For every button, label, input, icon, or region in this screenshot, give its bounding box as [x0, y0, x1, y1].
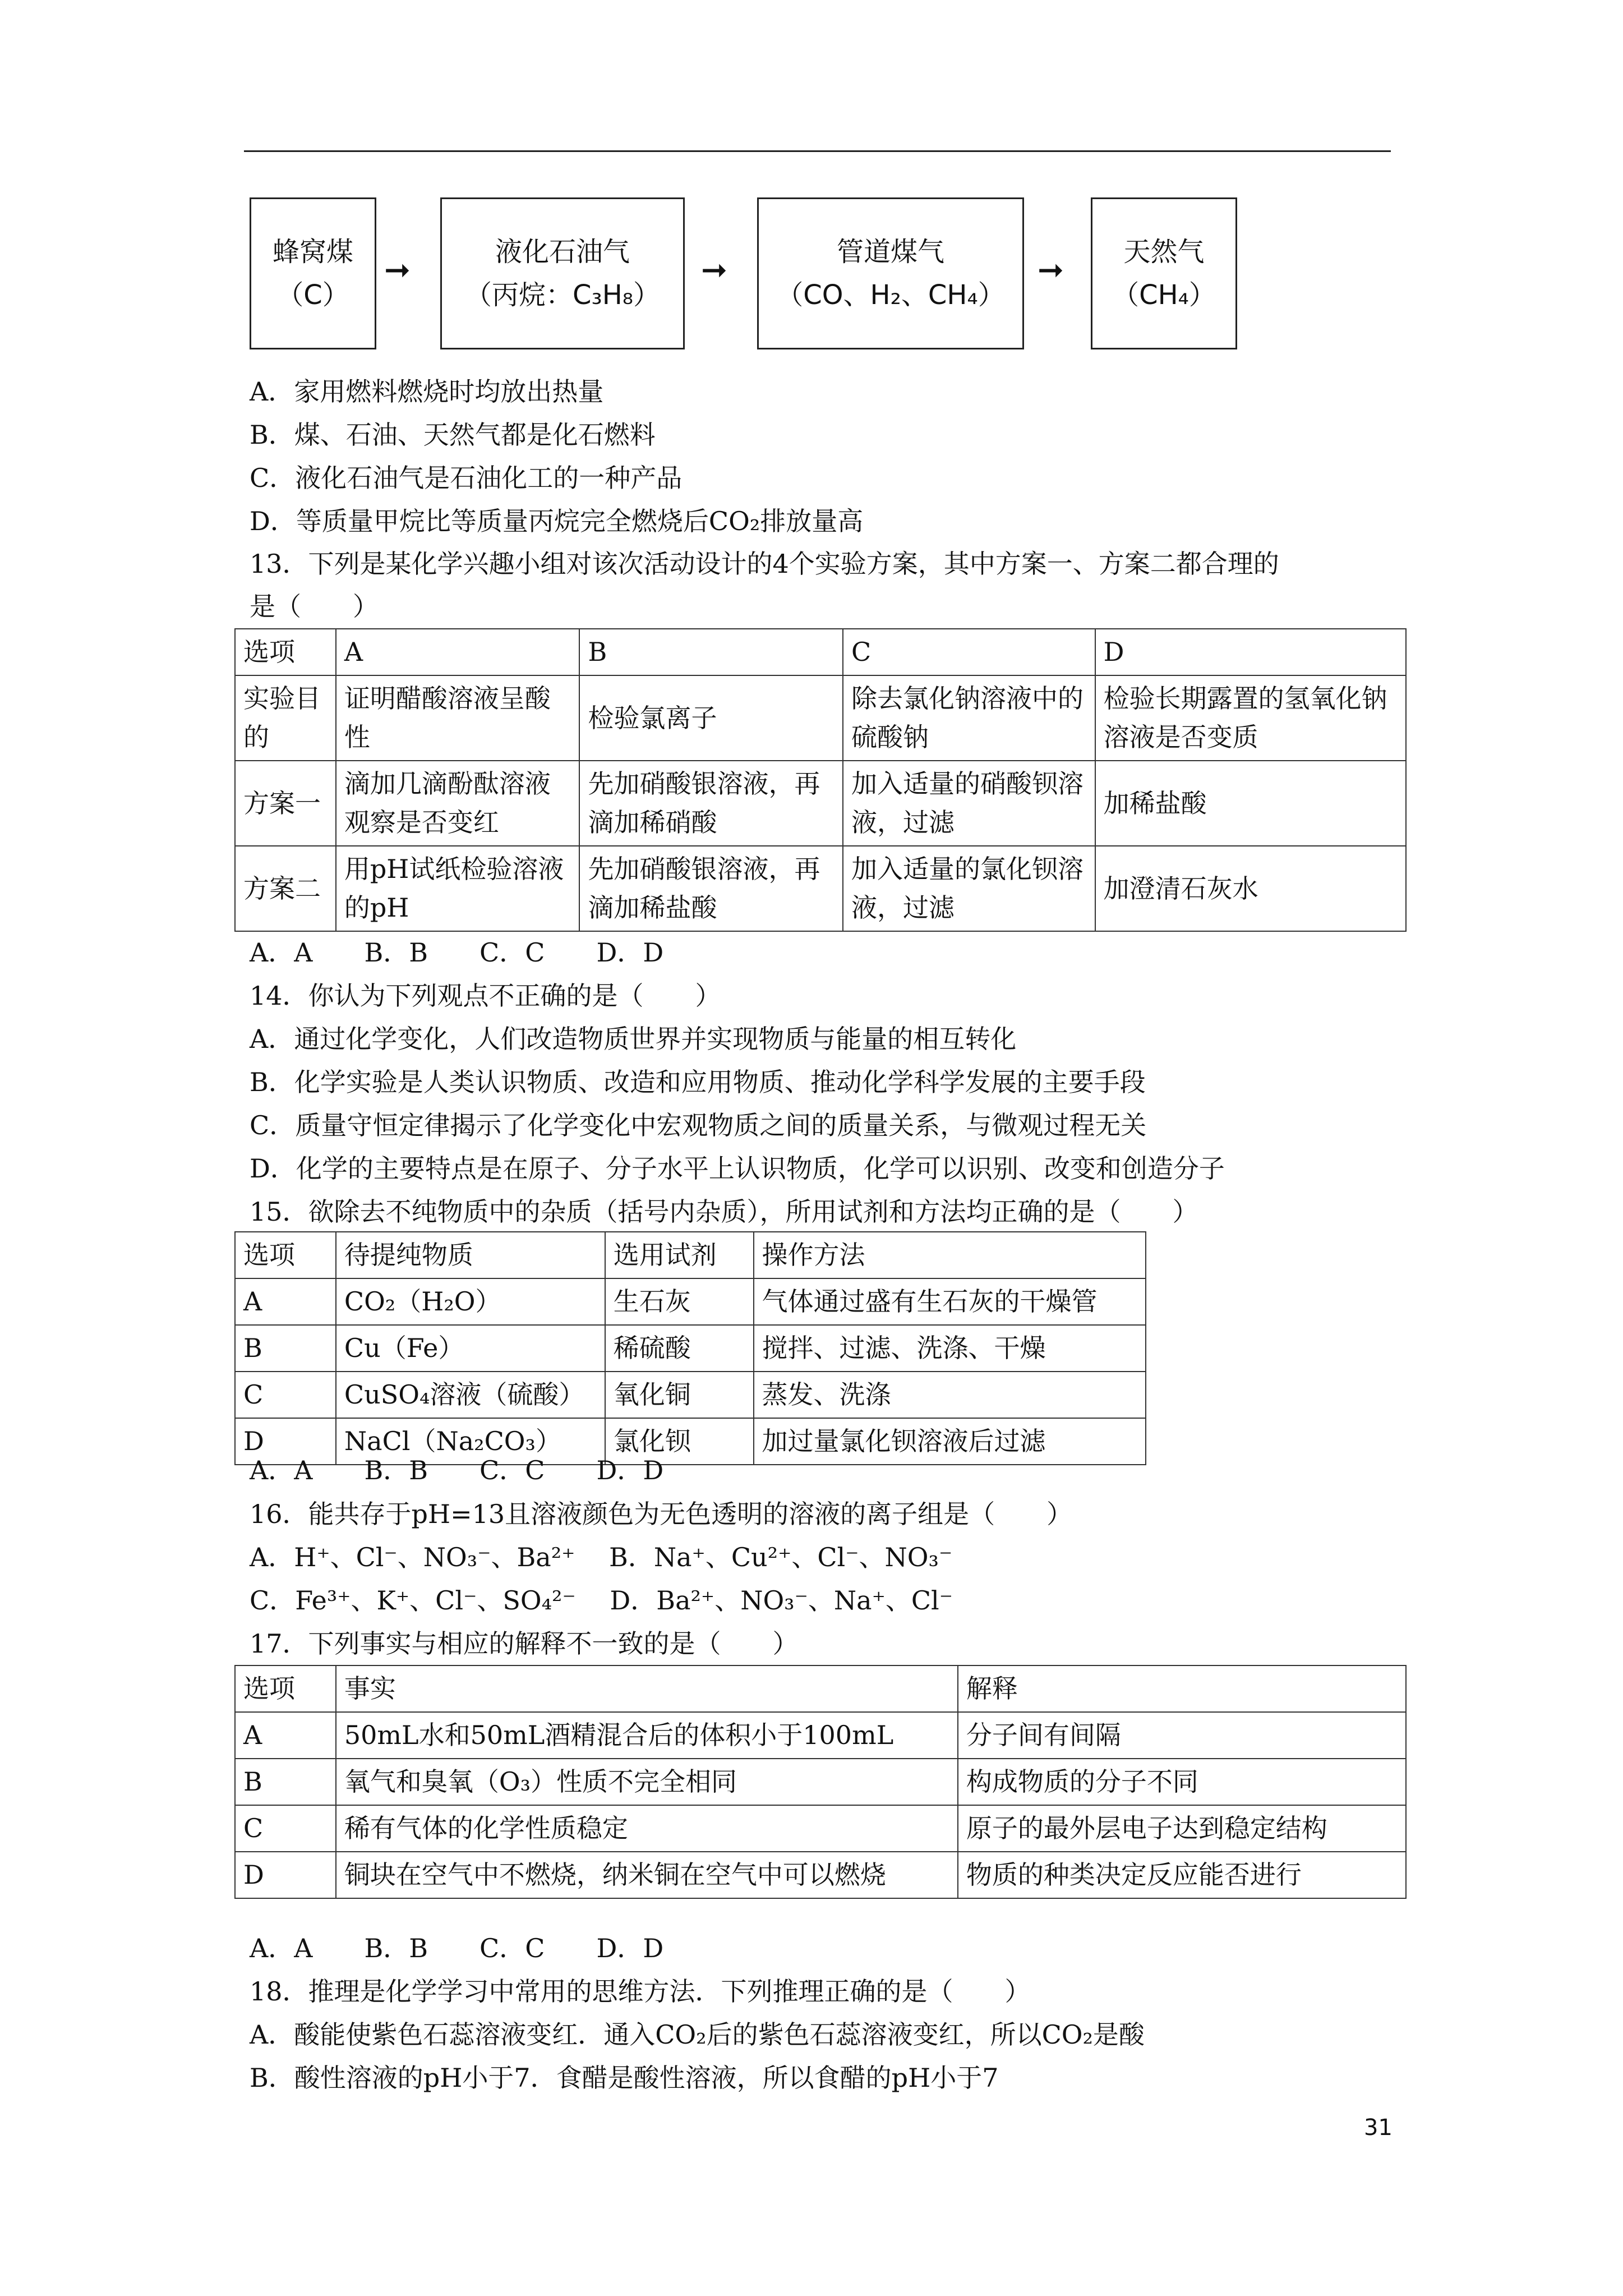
- table-cell: 选项: [235, 629, 336, 675]
- flow-box-lpg: [440, 197, 685, 349]
- table-cell: 原子的最外层电子达到稳定结构: [958, 1805, 1406, 1852]
- table-row: [235, 1852, 1406, 1898]
- table-cell: 分子间有间隔: [958, 1712, 1406, 1759]
- flow-box-formula: （丙烷：C₃H₈）: [464, 279, 661, 311]
- table-cell: 滴加几滴酚酞溶液观察是否变红: [336, 761, 580, 846]
- q13-stem: 13．下列是某化学兴趣小组对该次活动设计的4个实验方案，其中方案一、方案二都合理的: [250, 549, 1279, 579]
- q15-stem: 15．欲除去不纯物质中的杂质（括号内杂质），所用试剂和方法均正确的是（ ）: [250, 1197, 1198, 1227]
- table-cell: 氧气和臭氧（O₃）性质不完全相同: [336, 1759, 958, 1805]
- table-cell: 检验长期露置的氢氧化钠溶液是否变质: [1095, 675, 1406, 761]
- table-row: [235, 675, 1406, 761]
- table-cell: 氯化钡: [605, 1418, 754, 1465]
- table-cell: 事实: [336, 1665, 958, 1712]
- header-rule: [244, 150, 1391, 152]
- q18-option-a: A．酸能使紫色石蕊溶液变红．通入CO₂后的紫色石蕊溶液变红，所以CO₂是酸: [250, 2019, 1145, 2050]
- flow-box-coal: [250, 197, 376, 349]
- table-cell: 选项: [235, 1232, 336, 1278]
- table-cell: B: [235, 1325, 336, 1372]
- table-cell: B: [579, 629, 843, 675]
- table-cell: 稀有气体的化学性质稳定: [336, 1805, 958, 1852]
- flow-box-name: 液化石油气: [495, 236, 630, 268]
- table-cell: CO₂（H₂O）: [336, 1278, 605, 1325]
- table-cell: A: [235, 1278, 336, 1325]
- table-cell: 操作方法: [754, 1232, 1146, 1278]
- table-cell: 加稀盐酸: [1095, 761, 1406, 846]
- table-cell: C: [235, 1372, 336, 1418]
- q15-table: [234, 1231, 1146, 1465]
- q13-table: [234, 628, 1407, 932]
- table-cell: 加过量氯化钡溶液后过滤: [754, 1418, 1146, 1465]
- table-cell: 待提纯物质: [336, 1232, 605, 1278]
- q16-options-cd: C．Fe³⁺、K⁺、Cl⁻、SO₄²⁻ D．Ba²⁺、NO₃⁻、Na⁺、Cl⁻: [250, 1585, 953, 1616]
- flow-arrow-icon: ➞: [384, 252, 411, 288]
- q13-stem-cont: 是（ ）: [250, 591, 379, 622]
- flow-arrow-icon: ➞: [1038, 252, 1064, 288]
- table-cell: D: [235, 1418, 336, 1465]
- table-cell: A: [336, 629, 580, 675]
- q14-option-d: D．化学的主要特点是在原子、分子水平上认识物质，化学可以识别、改变和创造分子: [250, 1153, 1225, 1184]
- flow-box-formula: （CH₄）: [1112, 279, 1216, 311]
- q17-table: [234, 1665, 1407, 1899]
- table-cell: CuSO₄溶液（硫酸）: [336, 1372, 605, 1418]
- table-cell: 先加硝酸银溶液，再滴加稀盐酸: [579, 846, 843, 931]
- q12-option-a: A．家用燃料燃烧时均放出热量: [250, 376, 604, 407]
- flow-box-name: 管道煤气: [836, 236, 944, 268]
- q18-stem: 18．推理是化学学习中常用的思维方法．下列推理正确的是（ ）: [250, 1976, 1031, 2007]
- table-row: [235, 1372, 1146, 1418]
- table-cell: B: [235, 1759, 336, 1805]
- table-cell: D: [1095, 629, 1406, 675]
- q12-option-d: D．等质量甲烷比等质量丙烷完全燃烧后CO₂排放量高: [250, 506, 864, 536]
- table-cell: 加入适量的硝酸钡溶液，过滤: [843, 761, 1095, 846]
- table-cell: A: [235, 1712, 336, 1759]
- page-number: 31: [1364, 2115, 1393, 2141]
- table-cell: 生石灰: [605, 1278, 754, 1325]
- table-cell: 物质的种类决定反应能否进行: [958, 1852, 1406, 1898]
- table-cell: 构成物质的分子不同: [958, 1759, 1406, 1805]
- table-cell: D: [235, 1852, 336, 1898]
- table-row: [235, 1665, 1406, 1712]
- table-cell: 气体通过盛有生石灰的干燥管: [754, 1278, 1146, 1325]
- q14-option-a: A．通过化学变化，人们改造物质世界并实现物质与能量的相互转化: [250, 1024, 1017, 1054]
- table-cell: Cu（Fe）: [336, 1325, 605, 1372]
- q17-answers: A．A B．B C．C D．D: [250, 1933, 664, 1963]
- flow-box-formula: （C）: [276, 279, 349, 311]
- table-cell: 搅拌、过滤、洗涤、干燥: [754, 1325, 1146, 1372]
- table-row: [235, 1325, 1146, 1372]
- table-cell: 加澄清石灰水: [1095, 846, 1406, 931]
- table-cell: 方案一: [235, 761, 336, 846]
- fuel-flow-diagram: [250, 197, 1237, 352]
- table-cell: 除去氯化钠溶液中的硫酸钠: [843, 675, 1095, 761]
- table-cell: C: [235, 1805, 336, 1852]
- flow-box-natural-gas: [1091, 197, 1237, 349]
- table-cell: 稀硫酸: [605, 1325, 754, 1372]
- table-cell: 方案二: [235, 846, 336, 931]
- q13-answers: A．A B．B C．C D．D: [250, 937, 664, 968]
- q14-stem: 14．你认为下列观点不正确的是（ ）: [250, 981, 721, 1011]
- table-cell: 用pH试纸检验溶液的pH: [336, 846, 580, 931]
- table-row: [235, 1278, 1146, 1325]
- table-cell: 蒸发、洗涤: [754, 1372, 1146, 1418]
- flow-box-name: 蜂窝煤: [272, 236, 353, 268]
- flow-arrow-icon: ➞: [701, 252, 727, 288]
- q14-option-b: B．化学实验是人类认识物质、改造和应用物质、推动化学科学发展的主要手段: [250, 1067, 1146, 1097]
- table-cell: 实验目的: [235, 675, 336, 761]
- table-cell: C: [843, 629, 1095, 675]
- q12-option-b: B．煤、石油、天然气都是化石燃料: [250, 420, 656, 450]
- table-row: [235, 629, 1406, 675]
- table-cell: 检验氯离子: [579, 675, 843, 761]
- table-row: [235, 761, 1406, 846]
- table-cell: 氧化铜: [605, 1372, 754, 1418]
- flow-box-formula: （CO、H₂、CH₄）: [776, 279, 1005, 311]
- flow-box-coal-gas: [757, 197, 1024, 349]
- q16-options-ab: A．H⁺、Cl⁻、NO₃⁻、Ba²⁺ B．Na⁺、Cu²⁺、Cl⁻、NO₃⁻: [250, 1542, 953, 1572]
- table-cell: 选用试剂: [605, 1232, 754, 1278]
- table-row: [235, 1759, 1406, 1805]
- table-row: [235, 846, 1406, 931]
- table-cell: 加入适量的氯化钡溶液，过滤: [843, 846, 1095, 931]
- table-cell: NaCl（Na₂CO₃）: [336, 1418, 605, 1465]
- flow-box-name: 天然气: [1123, 236, 1205, 268]
- q12-option-c: C．液化石油气是石油化工的一种产品: [250, 463, 683, 493]
- q16-stem: 16．能共存于pH=13且溶液颜色为无色透明的溶液的离子组是（ ）: [250, 1499, 1073, 1529]
- q15-answers: A．A B．B C．C D．D: [250, 1455, 664, 1485]
- q17-stem: 17．下列事实与相应的解释不一致的是（ ）: [250, 1628, 799, 1659]
- table-row: [235, 1712, 1406, 1759]
- table-cell: 50mL水和50mL酒精混合后的体积小于100mL: [336, 1712, 958, 1759]
- table-cell: 先加硝酸银溶液，再滴加稀硝酸: [579, 761, 843, 846]
- table-cell: 铜块在空气中不燃烧，纳米铜在空气中可以燃烧: [336, 1852, 958, 1898]
- table-cell: 选项: [235, 1665, 336, 1712]
- table-row: [235, 1232, 1146, 1278]
- table-cell: 解释: [958, 1665, 1406, 1712]
- table-cell: 证明醋酸溶液呈酸性: [336, 675, 580, 761]
- q14-option-c: C．质量守恒定律揭示了化学变化中宏观物质之间的质量关系，与微观过程无关: [250, 1110, 1147, 1140]
- q18-option-b: B．酸性溶液的pH小于7．食醋是酸性溶液，所以食醋的pH小于7: [250, 2063, 999, 2093]
- table-row: [235, 1805, 1406, 1852]
